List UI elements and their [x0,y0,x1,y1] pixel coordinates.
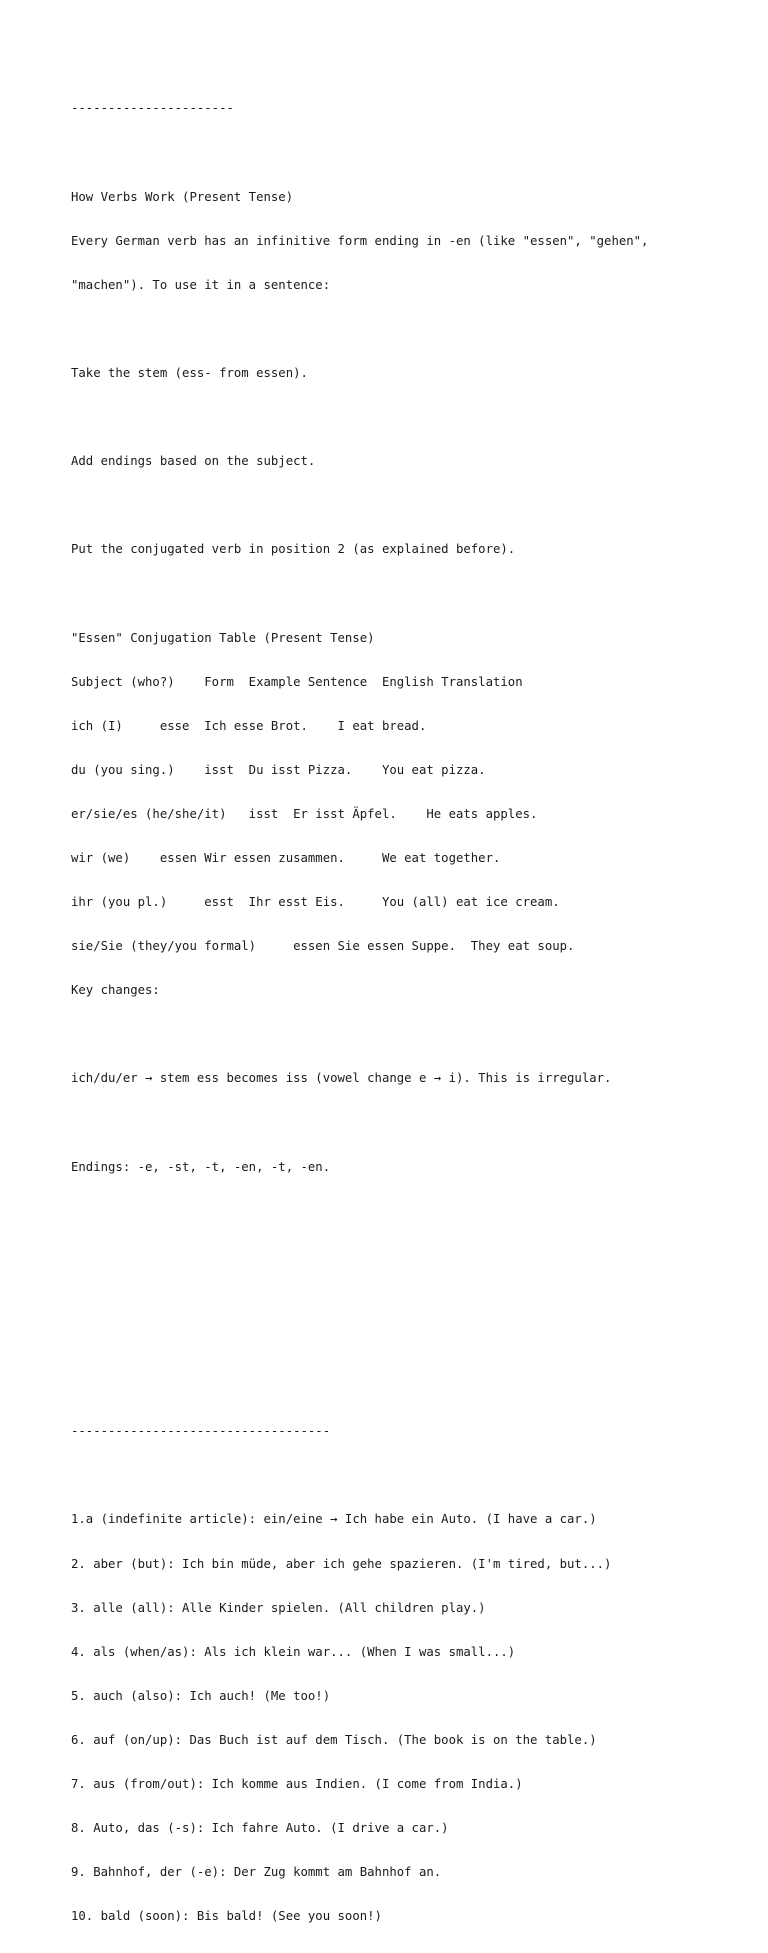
blank-line [71,1248,648,1263]
blank-line [71,1204,648,1219]
separator-line: ----------------------------------- [71,1424,331,1439]
vocab-list-item: 6. auf (on/up): Das Buch ist auf dem Tisch. (The book is on the table.) [71,1732,597,1747]
vocab-list-item: 10. bald (soon): Bis bald! (See you soon!) [71,1909,382,1924]
table-row: du (you sing.) isst Du isst Pizza. You eat pizza. [71,762,486,777]
vocab-list-item: 2. aber (but): Ich bin müde, aber ich gehe spazieren. (I'm tired, but...) [71,1556,612,1571]
paragraph-line: Every German verb has an infinitive form ending in -en (like "essen", "gehen", [71,233,649,248]
blank-line [71,410,648,425]
table-row: er/sie/es (he/she/it) isst Er isst Äpfel. He eats apples. [71,806,538,821]
blank-line [71,1468,648,1483]
blank-line [71,1292,648,1307]
blank-line [71,1380,648,1395]
table-row: sie/Sie (they/you formal) essen Sie essen Suppe. They eat soup. [71,939,575,954]
vocab-list-item: 8. Auto, das (-s): Ich fahre Auto. (I drive a car.) [71,1821,449,1836]
table-row: ich (I) esse Ich esse Brot. I eat bread. [71,718,427,733]
note-line: ich/du/er → stem ess becomes iss (vowel change e → i). This is irregular. [71,1071,612,1086]
blank-line [71,1027,648,1042]
vocab-list-item: 4. als (when/as): Als ich klein war... (When I was small...) [71,1644,516,1659]
paragraph-line: "machen"). To use it in a sentence: [71,277,331,292]
table-row: ihr (you pl.) esst Ihr esst Eis. You (all) eat ice cream. [71,895,560,910]
key-changes-heading: Key changes: [71,983,160,998]
blank-line [71,586,648,601]
blank-line [71,1336,648,1351]
step-line: Put the conjugated verb in position 2 (as explained before). [71,542,516,557]
blank-line [71,498,648,513]
document-body [71,72,648,1953]
vocab-list-item: 7. aus (from/out): Ich komme aus Indien. (I come from India.) [71,1776,523,1791]
table-header-row: Subject (who?) Form Example Sentence English Translation [71,674,523,689]
step-line: Add endings based on the subject. [71,454,316,469]
blank-line [71,146,648,161]
separator-line: ---------------------- [71,101,234,116]
vocab-list-item: 3. alle (all): Alle Kinder spielen. (All children play.) [71,1600,486,1615]
vocab-list-item: 1.a (indefinite article): ein/eine → Ich habe ein Auto. (I have a car.) [71,1512,597,1527]
table-row: wir (we) essen Wir essen zusammen. We eat together. [71,851,501,865]
section-heading: How Verbs Work (Present Tense) [71,189,294,204]
blank-line [71,1116,648,1131]
note-line: Endings: -e, -st, -t, -en, -t, -en. [71,1159,331,1174]
vocab-list-item: 9. Bahnhof, der (-e): Der Zug kommt am Bahnhof an. [71,1865,442,1880]
step-line: Take the stem (ess- from essen). [71,365,308,380]
vocab-list-item: 5. auch (also): Ich auch! (Me too!) [71,1688,331,1703]
table-heading: "Essen" Conjugation Table (Present Tense) [71,630,375,645]
blank-line [71,322,648,337]
